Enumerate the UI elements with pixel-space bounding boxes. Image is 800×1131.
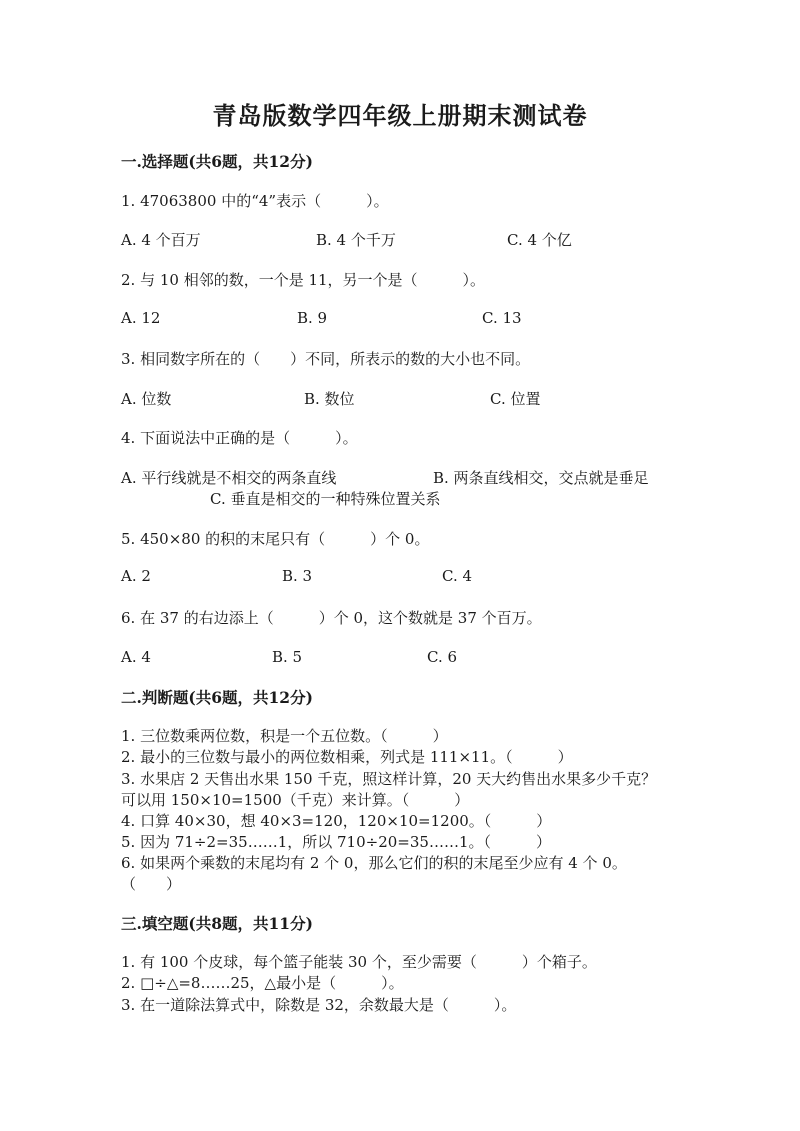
judgment-line: 4. 口算 40×30，想 40×3=120，120×10=1200。（ ） [121,812,552,830]
option-a: A. 4 个百万 [121,231,201,249]
section-heading-judgment: 二.判断题(共6题，共12分) [121,688,313,707]
option-c: C. 4 [442,567,473,585]
option-b: B. 两条直线相交，交点就是垂足 [433,469,649,487]
option-c: C. 4 个亿 [507,231,572,249]
fill-blank-line: 3. 在一道除法算式中，除数是 32，余数最大是（ ）。 [121,996,517,1014]
option-a: A. 4 [121,648,151,666]
judgment-line: 2. 最小的三位数与最小的两位数相乘，列式是 111×11。（ ） [121,748,573,766]
question-text: 3. 相同数字所在的（ ）不同，所表示的数的大小也不同。 [121,350,531,368]
page-title: 青岛版数学四年级上册期末测试卷 [212,101,588,130]
question-text: 1. 47063800 中的“4”表示（ ）。 [121,192,389,210]
fill-blank-line: 2. □÷△=8……25，△最小是（ ）。 [121,974,404,992]
judgment-line: 1. 三位数乘两位数，积是一个五位数。（ ） [121,727,448,745]
judgment-line: 6. 如果两个乘数的末尾均有 2 个 0，那么它们的积的末尾至少应有 4 个 0。 [121,854,627,872]
option-c: C. 13 [482,309,522,327]
question-text: 2. 与 10 相邻的数，一个是 11，另一个是（ ）。 [121,271,486,289]
option-c: C. 垂直是相交的一种特殊位置关系 [210,490,441,508]
section-heading-fill-blank: 三.填空题(共8题，共11分) [121,914,313,933]
judgment-line: 可以用 150×10=1500（千克）来计算。（ ） [121,791,470,809]
option-b: B. 数位 [304,390,355,408]
judgment-line: （ ） [121,875,182,893]
option-c: C. 6 [427,648,458,666]
option-b: B. 5 [272,648,303,666]
judgment-line: 3. 水果店 2 天售出水果 150 千克，照这样计算，20 天大约售出水果多少千克？ [121,770,657,788]
option-b: B. 4 个千万 [316,231,396,249]
option-c: C. 位置 [490,390,541,408]
option-a: A. 平行线就是不相交的两条直线 [121,469,337,487]
question-text: 4. 下面说法中正确的是（ ）。 [121,429,358,447]
option-a: A. 2 [121,567,151,585]
option-b: B. 3 [282,567,313,585]
option-a: A. 位数 [121,390,172,408]
option-a: A. 12 [121,309,161,327]
fill-blank-line: 1. 有 100 个皮球，每个篮子能装 30 个，至少需要（ ）个箱子。 [121,953,597,971]
section-heading-choice: 一.选择题(共6题，共12分) [121,152,313,171]
option-b: B. 9 [297,309,328,327]
judgment-line: 5. 因为 71÷2=35……1，所以 710÷20=35……1。（ ） [121,833,551,851]
question-text: 5. 450×80 的积的末尾只有（ ）个 0。 [121,530,430,548]
question-text: 6. 在 37 的右边添上（ ）个 0，这个数就是 37 个百万。 [121,609,542,627]
